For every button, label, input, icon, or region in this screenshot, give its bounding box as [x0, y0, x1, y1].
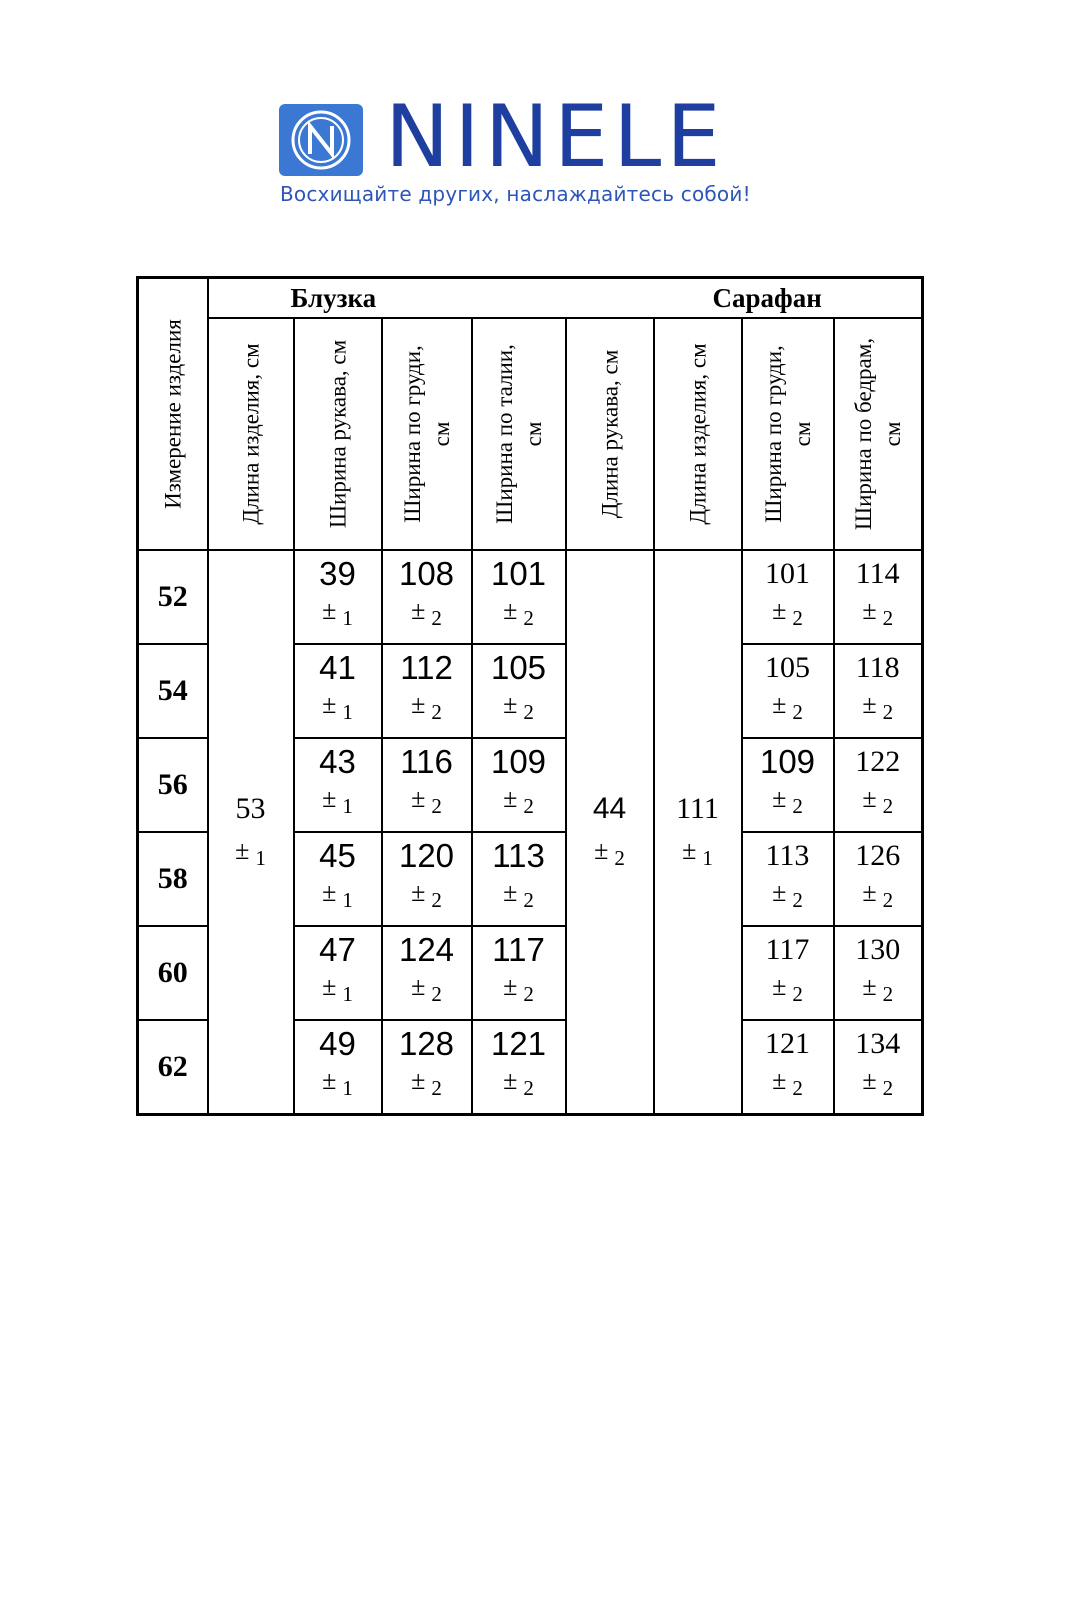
sleeve-width-cell: 39 ± $_1$: [294, 550, 382, 644]
hips-cell: 126 ± $_2$: [834, 832, 923, 926]
waist-cell: 109 ± $_2$: [472, 738, 566, 832]
tolerance: ± $_1$: [682, 835, 713, 870]
size-cell: 56: [138, 738, 208, 832]
col-header-label: Длина рукава, см: [597, 349, 622, 519]
sundress-bust-cell: 113 ± $_2$: [742, 832, 834, 926]
sundress-bust-cell: 105 ± $_2$: [742, 644, 834, 738]
bust-cell: 108 ± $_2$: [382, 550, 472, 644]
col-header-label: Длина изделия, см: [685, 343, 710, 525]
size-cell: 52: [138, 550, 208, 644]
table-row: [138, 550, 923, 644]
merged-blouse-length: [208, 550, 294, 1115]
col-header: [566, 318, 654, 550]
size-cell: 58: [138, 832, 208, 926]
group-blouse: Блузка: [290, 283, 377, 313]
tolerance: ± $_1$: [235, 835, 266, 870]
bust-cell: 128 ± $_2$: [382, 1020, 472, 1115]
col-header-label: Ширина по груди, см: [760, 345, 815, 523]
size-cell: 62: [138, 1020, 208, 1115]
waist-cell: 117 ± $_2$: [472, 926, 566, 1020]
col-header: [294, 318, 382, 550]
col-header-label: Ширина по груди, см: [399, 345, 454, 523]
sleeve-width-cell: 43 ± $_1$: [294, 738, 382, 832]
logo-emblem-icon: [279, 104, 363, 176]
hips-cell: 134 ± $_2$: [834, 1020, 923, 1115]
col-header: [654, 318, 742, 550]
col-header-label: Ширина рукава, см: [325, 339, 350, 529]
waist-cell: 113 ± $_2$: [472, 832, 566, 926]
brand-logo: [279, 87, 809, 210]
sleeve-width-cell: 41 ± $_1$: [294, 644, 382, 738]
col-header: [208, 318, 294, 550]
size-header-cell: [138, 278, 208, 551]
col-header: [382, 318, 472, 550]
sleeve-width-cell: 49 ± $_1$: [294, 1020, 382, 1115]
size-header: Измерение изделия: [160, 319, 186, 509]
bust-cell: 124 ± $_2$: [382, 926, 472, 1020]
hips-cell: 122 ± $_2$: [834, 738, 923, 832]
sundress-bust-cell: 101 ± $_2$: [742, 550, 834, 644]
merged-sleeve-length: [566, 550, 654, 1115]
col-header: [834, 318, 923, 550]
col-header-label: Ширина по бедрам, см: [850, 337, 905, 531]
col-header: [742, 318, 834, 550]
sleeve-width-cell: 47 ± $_1$: [294, 926, 382, 1020]
merged-sundress-length: [654, 550, 742, 1115]
sundress-bust-cell: 121 ± $_2$: [742, 1020, 834, 1115]
hips-cell: 130 ± $_2$: [834, 926, 923, 1020]
col-header: [472, 318, 566, 550]
sundress-bust-cell: 117 ± $_2$: [742, 926, 834, 1020]
tolerance: ± $_2$: [594, 835, 625, 870]
size-cell: 60: [138, 926, 208, 1020]
size-chart-table: [136, 276, 924, 1116]
waist-cell: 101 ± $_2$: [472, 550, 566, 644]
hips-cell: 118 ± $_2$: [834, 644, 923, 738]
hips-cell: 114 ± $_2$: [834, 550, 923, 644]
value: 44: [592, 791, 627, 825]
col-header-label: Длина изделия, см: [238, 343, 263, 525]
value: 53: [235, 791, 266, 825]
brand-name: NINELE: [385, 87, 726, 187]
group-header-row: [208, 278, 923, 319]
group-sundress: Сарафан: [712, 283, 822, 313]
bust-cell: 120 ± $_2$: [382, 832, 472, 926]
bust-cell: 112 ± $_2$: [382, 644, 472, 738]
bust-cell: 116 ± $_2$: [382, 738, 472, 832]
value: 111: [676, 791, 719, 825]
sleeve-width-cell: 45 ± $_1$: [294, 832, 382, 926]
size-cell: 54: [138, 644, 208, 738]
waist-cell: 105 ± $_2$: [472, 644, 566, 738]
sundress-bust-cell: 109 ± $_2$: [742, 738, 834, 832]
waist-cell: 121 ± $_2$: [472, 1020, 566, 1115]
col-header-label: Ширина по талии, см: [491, 344, 546, 524]
brand-tagline: Восхищайте других, наслаждайтесь собой!: [280, 182, 751, 206]
